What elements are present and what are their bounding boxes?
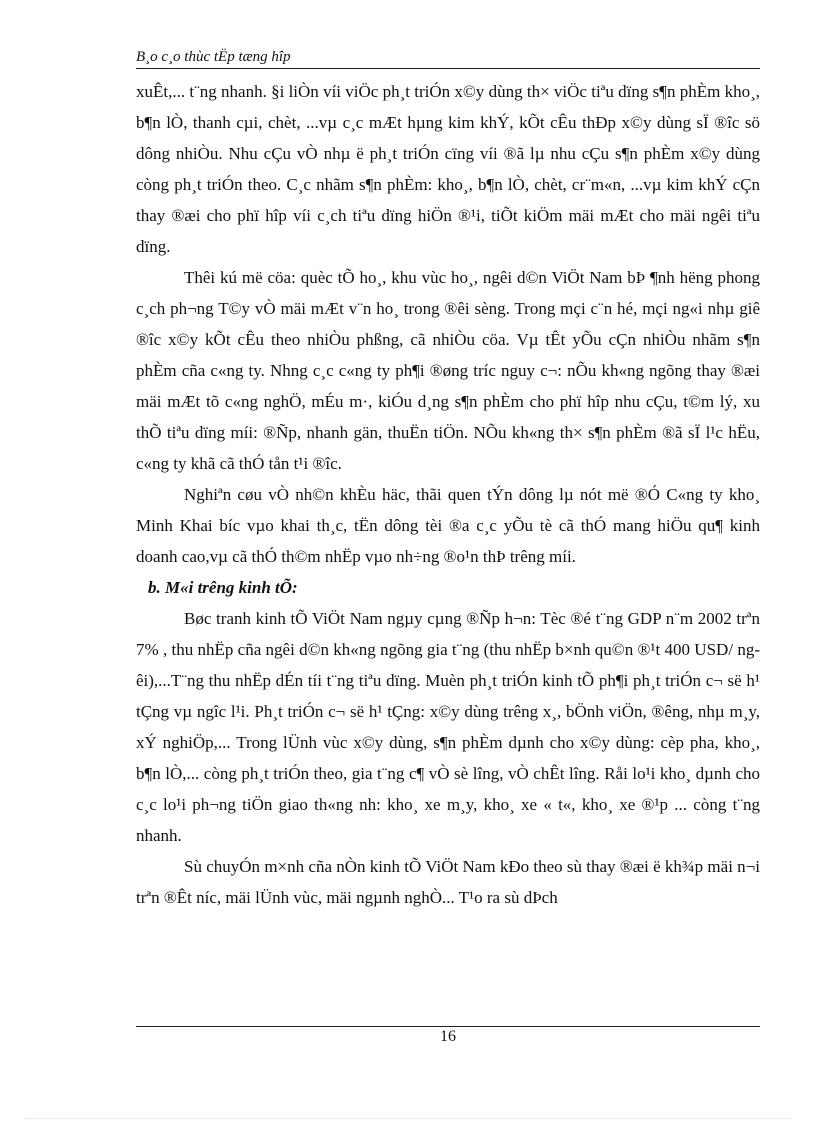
footer-divider xyxy=(136,1026,760,1027)
paragraph: xuÊt,... t¨ng nhanh. §i liÒn víi viÖc ph¸t triÓn x©y dùng th× viÖc tiªu dïng s¶n phÈm kho¸, b¶n lÒ, thanh cµi, chèt, ...vµ c¸c mÆt hµng kim khÝ, kÕt cÊu thÐp x©y dùng sÏ ®îc sö dông nhiÒu. Nhu cÇu vÒ nhµ ë ph¸t triÓn cïng víi ®ã lµ nhu cÇu s¶n phÈm x©y dùng còng ph¸t triÓn theo. C¸c nhãm s¶n phÈm: kho¸, b¶n lÒ, chèt, cr¨m«n, ...vµ kim khÝ cÇn thay ®æi cho phï hîp víi c¸ch tiªu dïng hiÖn ®¹i, tiÕt kiÖm mäi mÆt cho mäi ngêi tiªu dïng. xyxy=(136,82,760,256)
paragraph: Sù chuyÓn m×nh cña nÒn kinh tÕ ViÖt Nam kÐo theo sù thay ®æi ë kh¾p mäi n¬i trªn ®Êt níc, mäi lÜnh vùc, mäi ngµnh nghÒ... T¹o ra sù dÞch xyxy=(136,857,760,907)
page-bottom-border xyxy=(24,1118,792,1119)
paragraph: Bøc tranh kinh tÕ ViÖt Nam ngµy cµng ®Ñp h¬n: Tèc ®é t¨ng GDP n¨m 2002 trªn 7% , thu nhËp cña ngêi d©n kh«ng ngõng gia t¨ng (thu nhËp b×nh qu©n ®¹t 400 USD/ ngêi),...T¨ng thu nhËp dÉn tíi t¨ng tiªu dïng. Muèn ph¸t triÓn kinh tÕ ph¶i ph¸t triÓn c¬ së h¹ tÇng vµ ngîc l¹i. Ph¸t triÓn c¬ së h¹ tÇng: x©y dùng trêng x¸, bÖnh viÖn, ®êng, nhµ m¸y, xÝ nghiÖp,... Trong lÜnh vùc x©y dùng, s¶n phÈm dµnh cho x©y dùng: cèp pha, kho¸, b¶n lÒ,... còng ph¸t triÓn theo, gia t¨ng c¶ vÒ sè lîng, vÒ chÊt lîng. Råi lo¹i kho¸ dµnh cho c¸c lo¹i ph¬ng tiÖn giao th«ng nh: kho¸ xe m¸y, kho¸ xe « t«, kho¸ xe ®¹p ... còng t¨ng nhanh. xyxy=(136,609,760,845)
paragraph: Thêi kú më cöa: quèc tÕ ho¸, khu vùc ho¸, ngêi d©n ViÖt Nam bÞ ¶nh hëng phong c¸ch ph¬ng T©y vÒ mäi mÆt v¨n ho¸ trong ®êi sèng. Trong mçi c¨n hé, mçi ng«i nhµ giê ®îc x©y kÕt cÊu theo nhiÒu phßng, cã nhiÒu cöa. Vµ tÊt yÕu cÇn nhiÒu nhãm s¶n phÈm cña c«ng ty. Nhng c¸c c«ng ty ph¶i ®øng tríc nguy c¬: nÕu kh«ng ngõng thay ®æi mäi mÆt tõ c«ng nghÖ, mÉu m·, kiÓu d¸ng s¶n phÈm cho phï hîp nhu cÇu, t©m lý, xu thÕ tiªu dïng míi: ®Ñp, nhanh gän, thuËn tiÖn. NÕu kh«ng th× s¶n phÈm ®ã sÏ l¹c hËu, c«ng ty khã cã thÓ tån t¹i ®îc. xyxy=(136,268,760,473)
section-heading: b. M«i trêng kinh tÕ: xyxy=(148,578,298,597)
paragraph: Nghiªn cøu vÒ nh©n khÈu häc, thãi quen tÝn dông lµ nót më ®Ó C«ng ty kho¸ Minh Khai bíc vµo khai th¸c, tËn dông tèi ®a c¸c yÕu tè cã thÓ mang hiÖu qu¶ kinh doanh cao,vµ cã thÓ th©m nhËp vµo nh÷ng ®o¹n thÞ trêng míi. xyxy=(136,485,760,566)
page-number: 16 xyxy=(440,1028,456,1045)
body-text xyxy=(136,76,760,913)
running-header: B¸o c¸o thùc tËp tæng hîp xyxy=(136,49,760,69)
